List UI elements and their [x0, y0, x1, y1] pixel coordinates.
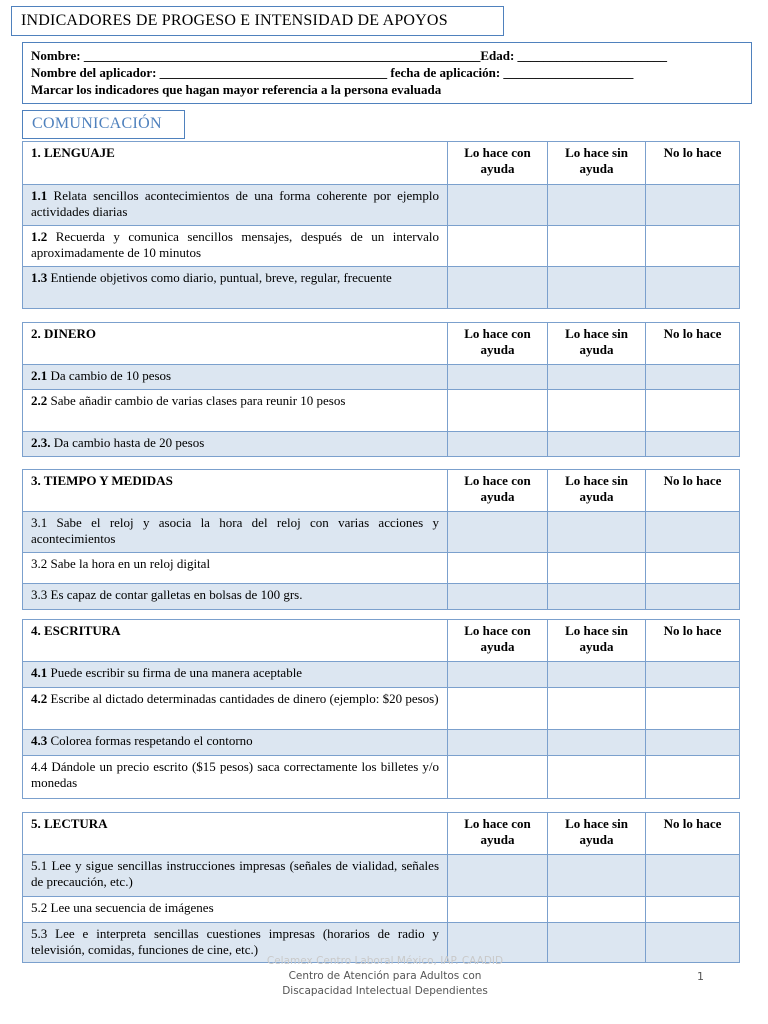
- checkbox-cell-sin-ayuda[interactable]: [548, 553, 646, 584]
- table-dinero: [22, 322, 740, 457]
- indicator-text: 4.3 Colorea formas respetando el contorno: [23, 730, 448, 756]
- instructions-line: Marcar los indicadores que hagan mayor referencia a la persona evaluada: [31, 82, 442, 97]
- checkbox-cell-sin-ayuda[interactable]: [548, 688, 646, 730]
- table-row: [23, 730, 740, 756]
- col-header-no-lo-hace: No lo hace: [646, 470, 740, 512]
- checkbox-cell-no-lo-hace[interactable]: [646, 512, 740, 553]
- table-title: 5. LECTURA: [23, 813, 448, 855]
- indicator-text: 5.1 Lee y sigue sencillas instrucciones impresas (señales de vialidad, señales de precaución, etc.): [23, 855, 448, 897]
- indicator-text: 5.2 Lee una secuencia de imágenes: [23, 897, 448, 923]
- checkbox-cell-sin-ayuda[interactable]: [548, 923, 646, 963]
- col-header-sin-ayuda: Lo hace sin ayuda: [548, 142, 646, 185]
- checkbox-cell-con-ayuda[interactable]: [448, 730, 548, 756]
- checkbox-cell-no-lo-hace[interactable]: [646, 390, 740, 432]
- indicator-text: 3.1 Sabe el reloj y asocia la hora del reloj con varias acciones y acontecimientos: [23, 512, 448, 553]
- applicant-info-box: [22, 42, 752, 104]
- checkbox-cell-con-ayuda[interactable]: [448, 512, 548, 553]
- checkbox-cell-sin-ayuda[interactable]: [548, 390, 646, 432]
- indicator-text: 4.1 Puede escribir su firma de una manera aceptable: [23, 662, 448, 688]
- table-row: [23, 185, 740, 226]
- table-row: [23, 432, 740, 457]
- checkbox-cell-sin-ayuda[interactable]: [548, 432, 646, 457]
- table-header-row: [23, 813, 740, 855]
- checkbox-cell-con-ayuda[interactable]: [448, 553, 548, 584]
- checkbox-cell-no-lo-hace[interactable]: [646, 662, 740, 688]
- indicator-text: 2.1 Da cambio de 10 pesos: [23, 365, 448, 390]
- checkbox-cell-con-ayuda[interactable]: [448, 267, 548, 309]
- checkbox-cell-con-ayuda[interactable]: [448, 226, 548, 267]
- indicator-text: 5.3 Lee e interpreta sencillas cuestiones impresas (horarios de radio y televisión, comidas, funciones de cine, etc.): [23, 923, 448, 963]
- col-header-con-ayuda: Lo hace con ayuda: [448, 142, 548, 185]
- checkbox-cell-con-ayuda[interactable]: [448, 365, 548, 390]
- table-tiempo-y-medidas: [22, 469, 740, 610]
- checkbox-cell-con-ayuda[interactable]: [448, 897, 548, 923]
- col-header-sin-ayuda: Lo hace sin ayuda: [548, 813, 646, 855]
- checkbox-cell-con-ayuda[interactable]: [448, 185, 548, 226]
- table-header-row: [23, 142, 740, 185]
- table-row: [23, 662, 740, 688]
- name-age-line: Nombre: _____________________________________________________________Edad: _______________________: [31, 48, 668, 63]
- table-header-row: [23, 323, 740, 365]
- table-row: [23, 897, 740, 923]
- checkbox-cell-sin-ayuda[interactable]: [548, 365, 646, 390]
- indicator-text: 1.2 Recuerda y comunica sencillos mensajes, después de un intervalo aproximadamente de 10 minutos: [23, 226, 448, 267]
- checkbox-cell-sin-ayuda[interactable]: [548, 584, 646, 610]
- table-title: 3. TIEMPO Y MEDIDAS: [23, 470, 448, 512]
- table-row: [23, 226, 740, 267]
- checkbox-cell-no-lo-hace[interactable]: [646, 584, 740, 610]
- checkbox-cell-no-lo-hace[interactable]: [646, 923, 740, 963]
- indicator-text: 4.4 Dándole un precio escrito ($15 pesos) saca correctamente los billetes y/o monedas: [23, 756, 448, 799]
- checkbox-cell-con-ayuda[interactable]: [448, 390, 548, 432]
- footer-watermark: Celamex Centro Laboral México, IAP. CAADID: [266, 955, 504, 967]
- indicator-text: 1.3 Entiende objetivos como diario, puntual, breve, regular, frecuente: [23, 267, 448, 309]
- checkbox-cell-no-lo-hace[interactable]: [646, 688, 740, 730]
- table-lectura: [22, 812, 740, 963]
- table-row: [23, 390, 740, 432]
- table-row: [23, 855, 740, 897]
- table-row: [23, 365, 740, 390]
- checkbox-cell-no-lo-hace[interactable]: [646, 185, 740, 226]
- checkbox-cell-sin-ayuda[interactable]: [548, 512, 646, 553]
- col-header-no-lo-hace: No lo hace: [646, 323, 740, 365]
- table-row: [23, 584, 740, 610]
- col-header-con-ayuda: Lo hace con ayuda: [448, 323, 548, 365]
- table-title: 2. DINERO: [23, 323, 448, 365]
- checkbox-cell-no-lo-hace[interactable]: [646, 553, 740, 584]
- checkbox-cell-sin-ayuda[interactable]: [548, 730, 646, 756]
- indicator-text: 2.3. Da cambio hasta de 20 pesos: [23, 432, 448, 457]
- section-title-comunicacion: COMUNICACIÓN: [22, 110, 185, 139]
- table-row: [23, 688, 740, 730]
- checkbox-cell-con-ayuda[interactable]: [448, 432, 548, 457]
- footer-line-1: Centro de Atención para Adultos con: [288, 970, 482, 982]
- table-title: 4. ESCRITURA: [23, 620, 448, 662]
- col-header-con-ayuda: Lo hace con ayuda: [448, 813, 548, 855]
- table-header-row: [23, 620, 740, 662]
- col-header-con-ayuda: Lo hace con ayuda: [448, 620, 548, 662]
- checkbox-cell-sin-ayuda[interactable]: [548, 185, 646, 226]
- checkbox-cell-con-ayuda[interactable]: [448, 756, 548, 799]
- col-header-no-lo-hace: No lo hace: [646, 142, 740, 185]
- checkbox-cell-no-lo-hace[interactable]: [646, 897, 740, 923]
- col-header-sin-ayuda: Lo hace sin ayuda: [548, 323, 646, 365]
- checkbox-cell-con-ayuda[interactable]: [448, 688, 548, 730]
- col-header-sin-ayuda: Lo hace sin ayuda: [548, 470, 646, 512]
- table-row: [23, 512, 740, 553]
- indicator-text: 4.2 Escribe al dictado determinadas cantidades de dinero (ejemplo: $20 pesos): [23, 688, 448, 730]
- checkbox-cell-sin-ayuda[interactable]: [548, 897, 646, 923]
- checkbox-cell-no-lo-hace[interactable]: [646, 267, 740, 309]
- checkbox-cell-sin-ayuda[interactable]: [548, 267, 646, 309]
- table-escritura: [22, 619, 740, 799]
- checkbox-cell-con-ayuda[interactable]: [448, 584, 548, 610]
- checkbox-cell-no-lo-hace[interactable]: [646, 855, 740, 897]
- page-footer: [240, 954, 530, 999]
- document-title: INDICADORES DE PROGESO E INTENSIDAD DE APOYOS: [11, 6, 504, 36]
- checkbox-cell-sin-ayuda[interactable]: [548, 662, 646, 688]
- indicator-text: 3.2 Sabe la hora en un reloj digital: [23, 553, 448, 584]
- table-title: 1. LENGUAJE: [23, 142, 448, 185]
- checkbox-cell-sin-ayuda[interactable]: [548, 756, 646, 799]
- col-header-sin-ayuda: Lo hace sin ayuda: [548, 620, 646, 662]
- applicator-date-line: Nombre del aplicador: ___________________________________ fecha de aplicación: ____________________: [31, 65, 634, 80]
- checkbox-cell-no-lo-hace[interactable]: [646, 226, 740, 267]
- checkbox-cell-no-lo-hace[interactable]: [646, 756, 740, 799]
- indicator-text: 2.2 Sabe añadir cambio de varias clases para reunir 10 pesos: [23, 390, 448, 432]
- indicator-text: 3.3 Es capaz de contar galletas en bolsas de 100 grs.: [23, 584, 448, 610]
- checkbox-cell-sin-ayuda[interactable]: [548, 226, 646, 267]
- checkbox-cell-con-ayuda[interactable]: [448, 662, 548, 688]
- footer-line-2: Discapacidad Intelectual Dependientes: [282, 985, 488, 997]
- page-number: 1: [697, 970, 704, 983]
- indicator-text: 1.1 Relata sencillos acontecimientos de una forma coherente por ejemplo actividades diarias: [23, 185, 448, 226]
- table-lenguaje: [22, 141, 740, 309]
- table-row: [23, 756, 740, 799]
- checkbox-cell-con-ayuda[interactable]: [448, 855, 548, 897]
- table-row: [23, 553, 740, 584]
- table-row: [23, 267, 740, 309]
- checkbox-cell-no-lo-hace[interactable]: [646, 365, 740, 390]
- checkbox-cell-no-lo-hace[interactable]: [646, 730, 740, 756]
- checkbox-cell-sin-ayuda[interactable]: [548, 855, 646, 897]
- col-header-no-lo-hace: No lo hace: [646, 620, 740, 662]
- col-header-no-lo-hace: No lo hace: [646, 813, 740, 855]
- table-header-row: [23, 470, 740, 512]
- col-header-con-ayuda: Lo hace con ayuda: [448, 470, 548, 512]
- checkbox-cell-no-lo-hace[interactable]: [646, 432, 740, 457]
